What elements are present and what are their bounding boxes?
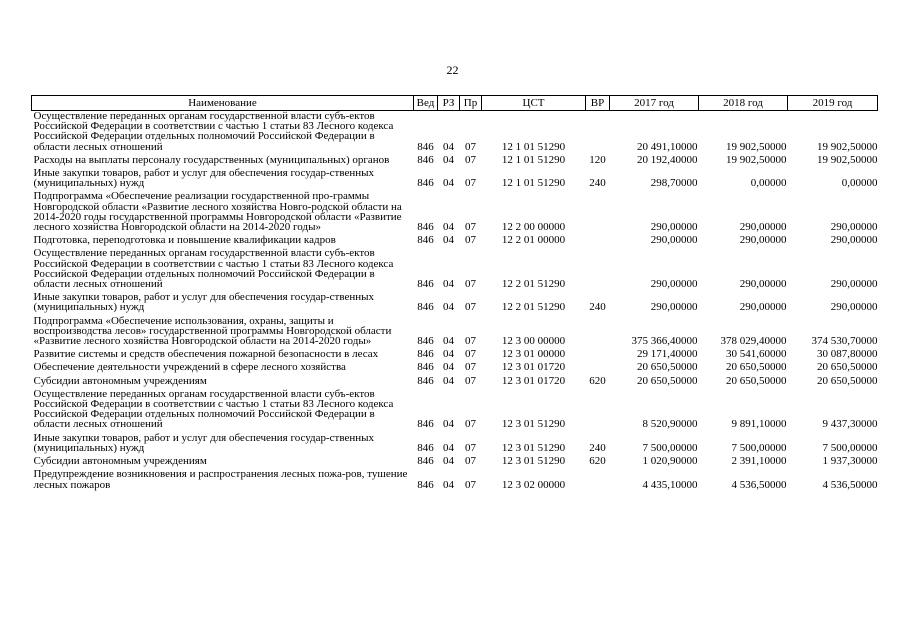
row-ved: 846 [417, 374, 434, 387]
row-cst: 12 2 01 51290 [501, 278, 566, 291]
row-name: Осуществление переданных органам государственной власти субъ-ектов Российской Федерации в соответствии с частью 1 статьи 83 Лесного кодекса Российской Федерации отдельных полномочий Российской Федерации в области лесных отношений [33, 247, 394, 291]
row-2019: 4 536,50000 [822, 478, 878, 491]
row-vr [586, 389, 610, 430]
row-pr: 07 [465, 348, 476, 361]
row-vr [586, 469, 610, 489]
row-rz: 04 [443, 455, 454, 468]
row-name: Обеспечение деятельности учреждений в сфере лесного хозяйства [33, 361, 346, 374]
row-2017: 8 520,90000 [642, 418, 698, 431]
row-pr: 07 [465, 301, 476, 314]
row-vr: 240 [589, 441, 606, 454]
row-cst: 12 3 02 00000 [501, 478, 566, 491]
row-rz: 04 [443, 301, 454, 314]
row-cst: 12 1 01 51290 [501, 140, 566, 153]
row-rz: 04 [443, 177, 454, 190]
header-pr: Пр [460, 96, 482, 111]
row-vr: 620 [589, 374, 606, 387]
row-pr: 07 [465, 374, 476, 387]
row-cst: 12 2 01 00000 [501, 234, 566, 247]
header-vr: ВР [586, 96, 610, 111]
row-2017: 20 491,10000 [637, 140, 698, 153]
row-2018: 9 891,10000 [731, 418, 787, 431]
row-pr: 07 [465, 278, 476, 291]
row-cst: 12 2 01 51290 [501, 301, 566, 314]
row-vr: 240 [589, 177, 606, 190]
table-row [32, 111, 878, 152]
row-2019: 290,00000 [830, 301, 878, 314]
page-number: 22 [446, 63, 459, 77]
row-cst: 12 3 01 00000 [501, 348, 566, 361]
row-vr [586, 111, 610, 152]
row-2019: 290,00000 [830, 278, 878, 291]
row-ved: 846 [417, 301, 434, 314]
row-vr [586, 248, 610, 289]
row-2018: 30 541,60000 [726, 348, 787, 361]
row-cst: 12 3 00 00000 [501, 335, 566, 348]
row-pr: 07 [465, 455, 476, 468]
table-row [32, 292, 878, 312]
table-row [32, 456, 878, 466]
row-ved: 846 [417, 361, 434, 374]
row-2017: 20 650,50000 [637, 361, 698, 374]
row-2018: 20 650,50000 [726, 374, 787, 387]
row-2017: 20 192,40000 [637, 153, 698, 166]
row-cst: 12 3 01 01720 [501, 361, 566, 374]
row-vr [586, 316, 610, 347]
row-2017: 375 366,40000 [631, 335, 698, 348]
row-cst: 12 3 01 01720 [501, 374, 566, 387]
row-name: Подготовка, переподготовка и повышение квалификации кадров [33, 234, 336, 247]
row-2019: 30 087,80000 [817, 348, 878, 361]
row-2019: 0,00000 [841, 177, 878, 190]
row-ved: 846 [417, 177, 434, 190]
row-2019: 1 937,30000 [822, 455, 878, 468]
header-2018: 2018 год [699, 96, 788, 111]
row-pr: 07 [465, 234, 476, 247]
row-name: Осуществление переданных органам государственной власти субъ-ектов Российской Федерации в соответствии с частью 1 статьи 83 Лесного кодекса Российской Федерации отдельных полномочий Российской Федерации в области лесных отношений [33, 110, 394, 153]
row-ved: 846 [417, 234, 434, 247]
row-2017: 29 171,40000 [637, 348, 698, 361]
row-pr: 07 [465, 361, 476, 374]
row-2018: 290,00000 [739, 234, 787, 247]
row-2018: 290,00000 [739, 301, 787, 314]
row-name: Подпрограмма «Обеспечение реализации государственной про-граммы Новгородской области «Развитие лесного хозяйства Новго-родской области на 2014-2020 годы государственной программы Новгородской области «Развитие лесного хозяйства Новгородской области на 2014-2020 годы» [33, 190, 402, 234]
row-rz: 04 [443, 361, 454, 374]
row-2017: 20 650,50000 [637, 374, 698, 387]
row-2017: 290,00000 [650, 301, 698, 314]
row-ved: 846 [417, 335, 434, 348]
row-pr: 07 [465, 177, 476, 190]
row-2018: 378 029,40000 [720, 335, 787, 348]
row-2017: 290,00000 [650, 234, 698, 247]
row-rz: 04 [443, 221, 454, 234]
table-row [32, 376, 878, 386]
row-pr: 07 [465, 153, 476, 166]
row-vr [586, 349, 610, 359]
row-rz: 04 [443, 335, 454, 348]
header-cst: ЦСТ [482, 96, 586, 111]
row-ved: 846 [417, 348, 434, 361]
table-row [32, 316, 878, 347]
row-ved: 846 [417, 418, 434, 431]
row-ved: 846 [417, 153, 434, 166]
row-rz: 04 [443, 348, 454, 361]
row-cst: 12 2 00 00000 [501, 221, 566, 234]
table-row [32, 433, 878, 453]
row-pr: 07 [465, 335, 476, 348]
row-2018: 7 500,00000 [731, 441, 787, 454]
row-name: Иные закупки товаров, работ и услуг для обеспечения государ-ственных (муниципальных) нужд [33, 291, 375, 314]
row-vr [586, 191, 610, 232]
row-name: Осуществление переданных органам государственной власти субъ-ектов Российской Федерации в соответствии с частью 1 статьи 83 Лесного кодекса Российской Федерации отдельных полномочий Российской Федерации в области лесных отношений [33, 387, 394, 431]
table-row [32, 191, 878, 232]
row-2019: 20 650,50000 [817, 374, 878, 387]
row-rz: 04 [443, 278, 454, 291]
row-rz: 04 [443, 140, 454, 153]
table-row [32, 248, 878, 289]
row-cst: 12 1 01 51290 [501, 177, 566, 190]
row-vr [586, 362, 610, 372]
row-2018: 19 902,50000 [726, 153, 787, 166]
table-body [32, 111, 878, 490]
row-pr: 07 [465, 140, 476, 153]
row-ved: 846 [417, 140, 434, 153]
row-2018: 4 536,50000 [731, 478, 787, 491]
header-ved: Вед [414, 96, 438, 111]
row-2017: 290,00000 [650, 221, 698, 234]
row-2017: 290,00000 [650, 278, 698, 291]
row-name: Иные закупки товаров, работ и услуг для обеспечения государ-ственных (муниципальных) нужд [33, 167, 375, 190]
row-2019: 9 437,30000 [822, 418, 878, 431]
row-2019: 290,00000 [830, 221, 878, 234]
row-rz: 04 [443, 478, 454, 491]
row-ved: 846 [417, 441, 434, 454]
row-name: Субсидии автономным учреждениям [33, 374, 207, 387]
row-2017: 4 435,10000 [642, 478, 698, 491]
table-row [32, 155, 878, 165]
table-header-row [32, 96, 878, 111]
row-2019: 20 650,50000 [817, 361, 878, 374]
row-2019: 290,00000 [830, 234, 878, 247]
row-rz: 04 [443, 234, 454, 247]
row-pr: 07 [465, 418, 476, 431]
row-2018: 290,00000 [739, 221, 787, 234]
row-2018: 2 391,10000 [731, 455, 787, 468]
row-name: Иные закупки товаров, работ и услуг для обеспечения государ-ственных (муниципальных) нужд [33, 431, 375, 454]
row-cst: 12 3 01 51290 [501, 441, 566, 454]
row-name: Расходы на выплаты персоналу государственных (муниципальных) органов [33, 153, 390, 166]
row-2019: 19 902,50000 [817, 140, 878, 153]
row-rz: 04 [443, 441, 454, 454]
budget-table [31, 95, 878, 490]
header-2017: 2017 год [610, 96, 699, 111]
row-2017: 7 500,00000 [642, 441, 698, 454]
header-2019: 2019 год [788, 96, 878, 111]
table-row [32, 362, 878, 372]
row-vr: 120 [589, 153, 606, 166]
row-rz: 04 [443, 418, 454, 431]
header-name: Наименование [32, 96, 414, 111]
row-2017: 298,70000 [650, 177, 698, 190]
row-pr: 07 [465, 221, 476, 234]
row-ved: 846 [417, 278, 434, 291]
row-pr: 07 [465, 441, 476, 454]
row-ved: 846 [417, 221, 434, 234]
table-row [32, 168, 878, 188]
row-vr: 620 [589, 455, 606, 468]
row-cst: 12 3 01 51290 [501, 455, 566, 468]
table-row [32, 469, 878, 489]
row-ved: 846 [417, 478, 434, 491]
row-cst: 12 3 01 51290 [501, 418, 566, 431]
row-vr: 240 [589, 301, 606, 314]
header-rz: РЗ [438, 96, 460, 111]
row-2018: 20 650,50000 [726, 361, 787, 374]
row-2017: 1 020,90000 [642, 455, 698, 468]
row-2018: 290,00000 [739, 278, 787, 291]
row-pr: 07 [465, 478, 476, 491]
row-2018: 19 902,50000 [726, 140, 787, 153]
row-2019: 374 530,70000 [811, 335, 878, 348]
row-rz: 04 [443, 374, 454, 387]
row-name: Развитие системы и средств обеспечения пожарной безопасности в лесах [33, 348, 379, 361]
row-rz: 04 [443, 153, 454, 166]
row-vr [586, 235, 610, 245]
row-name: Субсидии автономным учреждениям [33, 455, 207, 468]
row-2019: 19 902,50000 [817, 153, 878, 166]
table-row [32, 389, 878, 430]
table-row [32, 349, 878, 359]
row-name: Предупреждение возникновения и распространения лесных пожа-ров, тушение лесных пожаров [33, 468, 408, 491]
row-name: Подпрограмма «Обеспечение использования, охраны, защиты и воспроизводства лесов» государственной программы Новгородской области «Развитие лесного хозяйства Новгородской области на 2014-2020 годы» [33, 314, 392, 348]
table-row [32, 235, 878, 245]
row-2019: 7 500,00000 [822, 441, 878, 454]
row-2018: 0,00000 [750, 177, 787, 190]
row-cst: 12 1 01 51290 [501, 153, 566, 166]
row-ved: 846 [417, 455, 434, 468]
